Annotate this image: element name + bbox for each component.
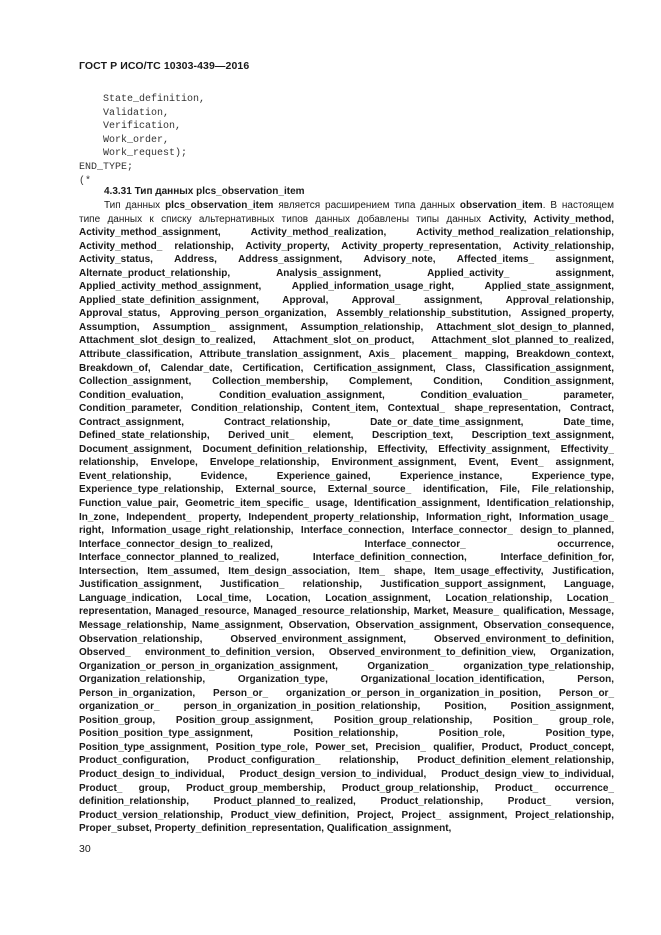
types-list: Activity, Activity_method, Activity_method_assignment, Activity_method_realization, Activity_method_realization_relationship, Activity_method_ relationship, Activity_property, Activity_property_representation, Activity_relationship, Activity_status, Address, Address_assignment, Advisory_note, Affected_items_ assignment, Alternate_product_relationship, Analysis_assignment, Applied_activity_ assignment, Applied_activity_method_assignment, Applied_information_usage_right, Applied_state_assignment, Applied_state_definition_assignment, Approval, Approval_ assignment, Approval_relationship, Approval_status, Approving_person_organization, Assembly_relationship_substitution, Assigned_property, Assumption, Assumption_ assignment, Assumption_relationship, Attachment_slot_design_to_planned, Attachment_slot_design_to_realized, Attachment_slot_on_product, Attachment_slot_planned_to_realized, Attribute_classification, Attribute_translation_assignment, Axis_ placement_ mapping, Breakdown_context, Breakdown_of, Calendar_date, Certification, Certification_assignment, Class, Classification_assignment, Collection_assignment, Collection_membership, Complement, Condition, Condition_assignment, Condition_evaluation, Condition_evaluation_assignment, Condition_evaluation_ parameter, Condition_parameter, Condition_relationship, Content_item, Contextual_ shape_representation, Contract, Contract_assignment, Contract_relationship, Date_or_date_time_assignment, Date_time, Defined_state_relationship, Derived_unit_ element, Description_text, Description_text_assignment, Document_assignment, Document_definition_relationship, Effectivity, Effectivity_assignment, Effectivity_ relationship, Envelope, Envelope_relationship, Environment_assignment, Event, Event_ assignment, Event_relationship, Evidence, Experience_gained, Experience_instance, Experience_type, Experience_type_relationship, External_source, External_source_ identification, File, File_relationship, Function_value_pair, Geometric_item_specific_ usage, Identification_assignment, Identification_relationship, In_zone, Independent_ property, Independent_property_relationship, Information_right, Information_usage_ right, Information_usage_right_relationship, Interface_connection, Interface_connector_ design_to_planned, Interface_connector_design_to_realized, Interface_connector_ occurrence, Interface_connector_planned_to_realized, Interface_definition_connection, Interface_definition_for, Intersection, Item_assumed, Item_design_association, Item_ shape, Item_usage_effectivity, Justification, Justification_assignment, Justification_ relationship, Justification_support_assignment, Language, Language_indication, Local_time, Location, Location_assignment, Location_relationship, Location_ representation, Managed_resource, Managed_resource_relationship, Market, Measure_ qualification, Message, Message_relationship, Name_assignment, Observation, Observation_assignment, Observation_consequence, Observation_relationship, Observed_environment_assignment, Observed_environment_to_definition, Observed_ environment_to_definition_version, Observed_environment_to_definition_view, Organization, Organization_or_person_in_organization_assignment, Organization_ organization_type_relationship, Organization_relationship, Organization_type, Organizational_location_identification, Person, Person_in_organization, Person_or_ organization_or_person_in_organization_in_position, Person_or_ organization_or_ person_in_organization_in_position_relationship, Position, Position_assignment, Position_group, Position_group_assignment, Position_group_relationship, Position_ group_role, Position_position_type_assignment, Position_relationship, Position_role, Position_type, Position_type_assignment, Position_type_role, Power_set, Precision_ qualifier, Product, Product_concept, Product_configuration, Product_configuration_ relationship, Product_definition_element_relationship, Product_design_to_individual, Product_design_version_to_individual, Product_design_view_to_individual, Product_ group, Product_group_membership, Product_group_relationship, Product_ occurrence_ definition_relationship, Product_planned_to_realized, Product_relationship, Product_ version, Product_version_relationship, Product_view_definition, Project, Project_ assignment, Project_relationship, Proper_subset, Property_definition_representation, Qualification_assignment,	[79, 213, 614, 835]
page-number: 30	[79, 843, 91, 855]
base-type-name: observation_item	[459, 200, 543, 211]
code-line: Work_order,	[79, 134, 170, 146]
intro-text: является расширением типа данных	[273, 200, 460, 211]
code-line: State_definition,	[79, 94, 206, 105]
section-title: 4.3.31 Тип данных plcs_observation_item	[104, 186, 305, 197]
code-line: Verification,	[79, 121, 182, 133]
section-body	[79, 199, 614, 836]
code-line: (*	[79, 175, 92, 187]
code-line: Work_request);	[79, 148, 188, 160]
document-header: ГОСТ Р ИСО/ТС 10303-439—2016	[79, 60, 250, 72]
code-line: END_TYPE;	[79, 161, 134, 173]
code-listing	[79, 93, 205, 188]
type-name: plcs_observation_item	[165, 200, 274, 211]
code-line: Validation,	[79, 107, 170, 119]
intro-text: Тип данных	[104, 200, 166, 211]
intro-text: . В настоящем типе данных к списку альтернативных типов данных добавлены типы данных	[79, 200, 614, 225]
section-paragraph	[79, 199, 614, 836]
